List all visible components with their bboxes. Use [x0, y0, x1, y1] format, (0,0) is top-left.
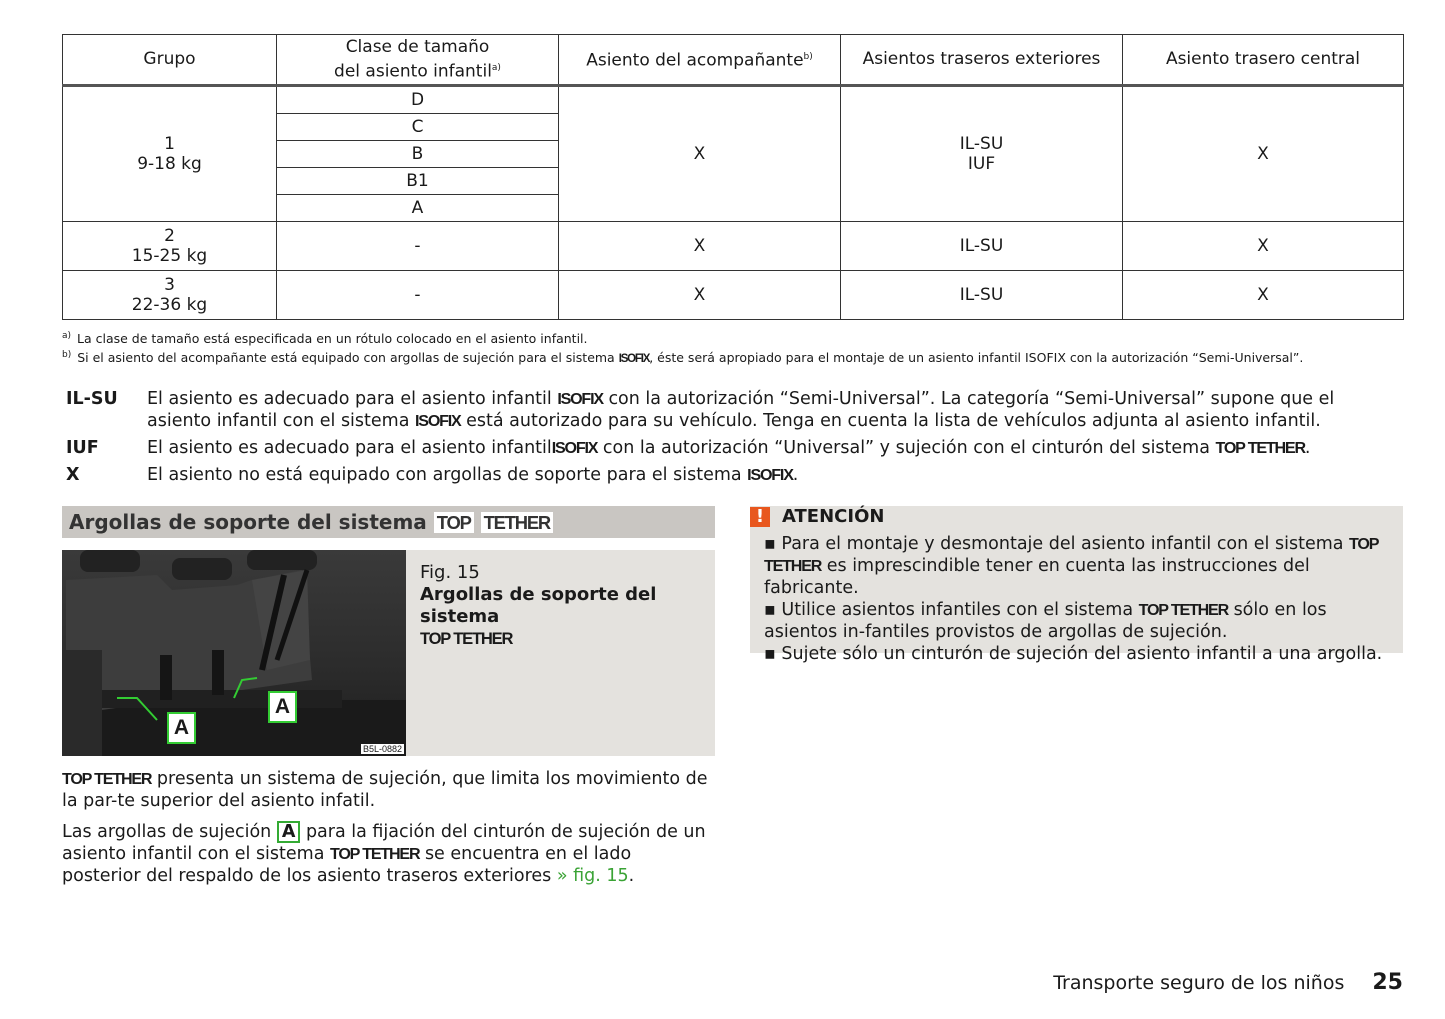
- def-text: El asiento no está equipado con argollas de soporte para el sistema ISOFIX.: [147, 465, 799, 485]
- footnote-mark: b): [62, 350, 72, 360]
- isofix-mark: ISOFIX: [618, 353, 650, 366]
- class-cell: A: [277, 195, 559, 222]
- section-title: Argollas de soporte del sistema: [69, 510, 427, 534]
- central-cell: X: [1123, 271, 1404, 320]
- warning-item: ▪ Para el montaje y desmontaje del asiento infantil con el sistema TOP TETHER es imprescindible tener en cuenta las instrucciones del fabricante.: [764, 534, 1378, 598]
- def-iuf: [66, 437, 1386, 459]
- tether-mark: TETHER: [481, 512, 553, 533]
- page-footer: [1053, 970, 1403, 995]
- group-weight: 9-18 kg: [137, 154, 202, 174]
- label-a-right: A: [268, 691, 297, 723]
- def-ilsu: [66, 388, 1386, 432]
- footnote-mark: a): [62, 331, 72, 341]
- class-cell: -: [277, 222, 559, 271]
- footnote-text: Si el asiento del acompañante está equipado con argollas de sujeción para el sistema: [77, 350, 619, 366]
- class-cell: D: [277, 86, 559, 114]
- header-clase-l2: del asiento infantil: [334, 61, 492, 82]
- figure-caption: [420, 562, 715, 650]
- def-key: X: [66, 465, 80, 485]
- group-num: 1: [164, 134, 175, 154]
- footnote-text: , éste será apropiado para el montaje de un asiento infantil ISOFIX con la autorización “Semi-Universal”.: [649, 350, 1304, 366]
- outer-val: IL-SU: [959, 134, 1004, 154]
- group-num: 3: [164, 275, 175, 295]
- def-key: IUF: [66, 438, 99, 458]
- outer-val: IUF: [967, 154, 996, 174]
- group-weight: 22-36 kg: [131, 295, 208, 315]
- figure-number: Fig. 15: [420, 562, 480, 583]
- top-mark: TOP: [434, 512, 474, 533]
- footnote-b: [62, 350, 1303, 365]
- warning-item: ▪ Utilice asientos infantiles con el sistema TOP TETHER sólo en los asientos in-fantiles provistos de argollas de sujeción.: [764, 600, 1327, 642]
- class-cell: C: [277, 114, 559, 141]
- warning-list: [764, 533, 1394, 665]
- legend-definitions: [66, 388, 1386, 491]
- label-a-inline: A: [277, 821, 301, 843]
- footnote-text: La clase de tamaño está especificada en un rótulo colocado en el asiento infantil.: [77, 331, 588, 347]
- warning-icon: !: [750, 507, 770, 527]
- header-clase: [277, 35, 559, 86]
- outer-cell: IL-SU: [841, 271, 1123, 320]
- header-acompanante: [559, 35, 841, 86]
- seat-photo: [62, 550, 406, 756]
- header-clase-l1: Clase de tamaño: [345, 36, 490, 57]
- header-trasero-central: Asiento trasero central: [1123, 35, 1404, 86]
- outer-cell: IL-SU: [841, 222, 1123, 271]
- figure-link[interactable]: » fig. 15: [556, 866, 629, 886]
- warning-title: ATENCIÓN: [782, 506, 885, 527]
- footnote-ref: b): [803, 52, 813, 63]
- footnote-ref: a): [491, 62, 501, 73]
- group-num: 2: [164, 226, 175, 246]
- page-number: 25: [1372, 970, 1403, 995]
- outer-cell: [841, 86, 1123, 222]
- passenger-cell: X: [559, 222, 841, 271]
- figure-title: Argollas de soporte del sistema: [420, 584, 657, 627]
- footnote-a: [62, 331, 588, 346]
- header-traseros-exteriores: Asientos traseros exteriores: [841, 35, 1123, 86]
- class-cell: B: [277, 141, 559, 168]
- central-cell: X: [1123, 86, 1404, 222]
- group-weight: 15-25 kg: [131, 246, 208, 266]
- class-cell: -: [277, 271, 559, 320]
- paragraph-2: Las argollas de sujeción A para la fijación del cinturón de sujeción de un asiento infantil con el sistema TOP TETHER se encuentra en el lado posterior del respaldo de los asiento traseros exteriores » fig. 15.: [62, 822, 706, 886]
- figure-title-mark: TOP TETHER: [420, 629, 513, 648]
- group-1: [63, 86, 277, 222]
- class-cell: B1: [277, 168, 559, 195]
- def-key: IL-SU: [66, 389, 118, 409]
- header-grupo: Grupo: [63, 35, 277, 86]
- def-x: [66, 464, 1386, 486]
- child-seat-table: [62, 34, 1404, 320]
- section-heading: [62, 506, 715, 538]
- def-text: El asiento es adecuado para el asiento infantilISOFIX con la autorización “Universal” y sujeción con el cinturón del sistema TOP TETHER.: [147, 438, 1311, 458]
- group-2: [63, 222, 277, 271]
- figure-code: B5L-0882: [362, 744, 402, 754]
- def-text: El asiento es adecuado para el asiento infantil ISOFIX con la autorización “Semi-Universal”. La categoría “Semi-Universal” supone que el asiento infantil con el sistema ISOFIX está autorizado para su vehículo. Tenga en cuenta la lista de vehículos adjunta al asiento infantil.: [147, 389, 1335, 431]
- passenger-cell: X: [559, 86, 841, 222]
- header-acompanante-label: Asiento del acompañante: [586, 50, 804, 71]
- warning-item: ▪ Sujete sólo un cinturón de sujeción del asiento infantil a una argolla.: [764, 644, 1383, 664]
- central-cell: X: [1123, 222, 1404, 271]
- passenger-cell: X: [559, 271, 841, 320]
- paragraph-1: TOP TETHER presenta un sistema de sujeción, que limita los movimiento de la par-te superior del asiento infatil.: [62, 769, 708, 811]
- chapter-title: Transporte seguro de los niños: [1053, 972, 1345, 994]
- warning-header: [750, 506, 884, 528]
- warning-box: [750, 506, 1403, 664]
- figure-15: [62, 550, 715, 756]
- group-3: [63, 271, 277, 320]
- label-a-left: A: [167, 712, 196, 744]
